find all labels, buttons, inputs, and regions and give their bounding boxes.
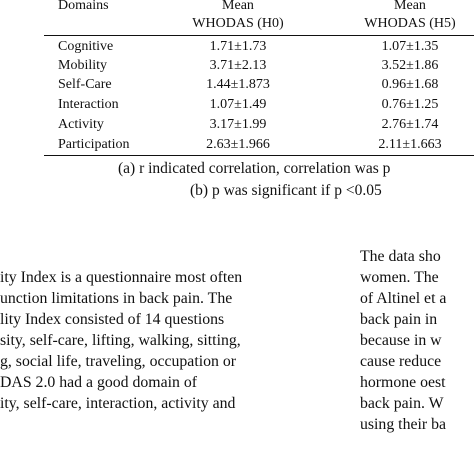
row-h5: 1.07±1.35 (381, 39, 439, 54)
paragraph-line: back pain in (360, 311, 438, 328)
paragraph-line: cause reduce (360, 353, 442, 370)
table-note-a: (a) r indicated correlation, correlation was p (118, 160, 391, 177)
row-domain: Participation (58, 137, 130, 152)
paragraph-line: ity Index is a questionnaire most often (0, 269, 243, 286)
row-domain: Self-Care (58, 77, 112, 92)
paragraph-line: unction limitations in back pain. The (0, 290, 233, 307)
row-domain: Activity (58, 117, 104, 132)
paragraph-line: hormone oest (360, 374, 446, 391)
row-h5: 0.76±1.25 (381, 97, 439, 112)
paragraph-line: sity, self-care, lifting, walking, sitting, (0, 332, 241, 349)
row-h5: 2.11±1.663 (378, 137, 442, 152)
row-h5: 0.96±1.68 (381, 77, 439, 92)
paragraph-line: lity Index consisted of 14 questions (0, 311, 225, 328)
row-domain: Interaction (58, 97, 119, 112)
table-header-rule (44, 35, 474, 36)
paragraph-line: because in w (360, 332, 442, 349)
header-h0-line1: Mean (222, 0, 254, 13)
row-domain: Mobility (58, 58, 108, 73)
row-h0: 3.71±2.13 (209, 58, 267, 73)
row-h5: 3.52±1.86 (381, 58, 439, 73)
header-domains: Domains (58, 0, 109, 13)
paragraph-line: women. The (360, 269, 439, 286)
row-h0: 3.17±1.99 (209, 117, 267, 132)
row-h0: 1.71±1.73 (209, 39, 267, 54)
header-h5-line2: WHODAS (H5) (364, 16, 456, 31)
header-h0-line2: WHODAS (H0) (192, 16, 284, 31)
paragraph-line: of Altinel et a (360, 290, 447, 307)
body-paragraph-left (0, 267, 316, 414)
row-h0: 2.63±1.966 (206, 137, 270, 152)
paragraph-line: The data sho (360, 248, 441, 265)
paragraph-line: back pain. W (360, 395, 444, 412)
paragraph-line: using their ba (360, 416, 446, 433)
row-domain: Cognitive (58, 39, 114, 54)
paragraph-line: g, social life, traveling, occupation or (0, 353, 236, 370)
row-h0: 1.44±1.873 (206, 77, 270, 92)
table-note-b: (b) p was significant if p <0.05 (190, 182, 382, 199)
paragraph-line: ity, self-care, interaction, activity and (0, 395, 236, 412)
table-bottom-rule (44, 155, 474, 156)
body-paragraph-right (360, 246, 474, 435)
paragraph-line: DAS 2.0 had a good domain of (0, 374, 197, 391)
header-h5-line1: Mean (394, 0, 426, 13)
row-h0: 1.07±1.49 (209, 97, 267, 112)
row-h5: 2.76±1.74 (381, 117, 439, 132)
